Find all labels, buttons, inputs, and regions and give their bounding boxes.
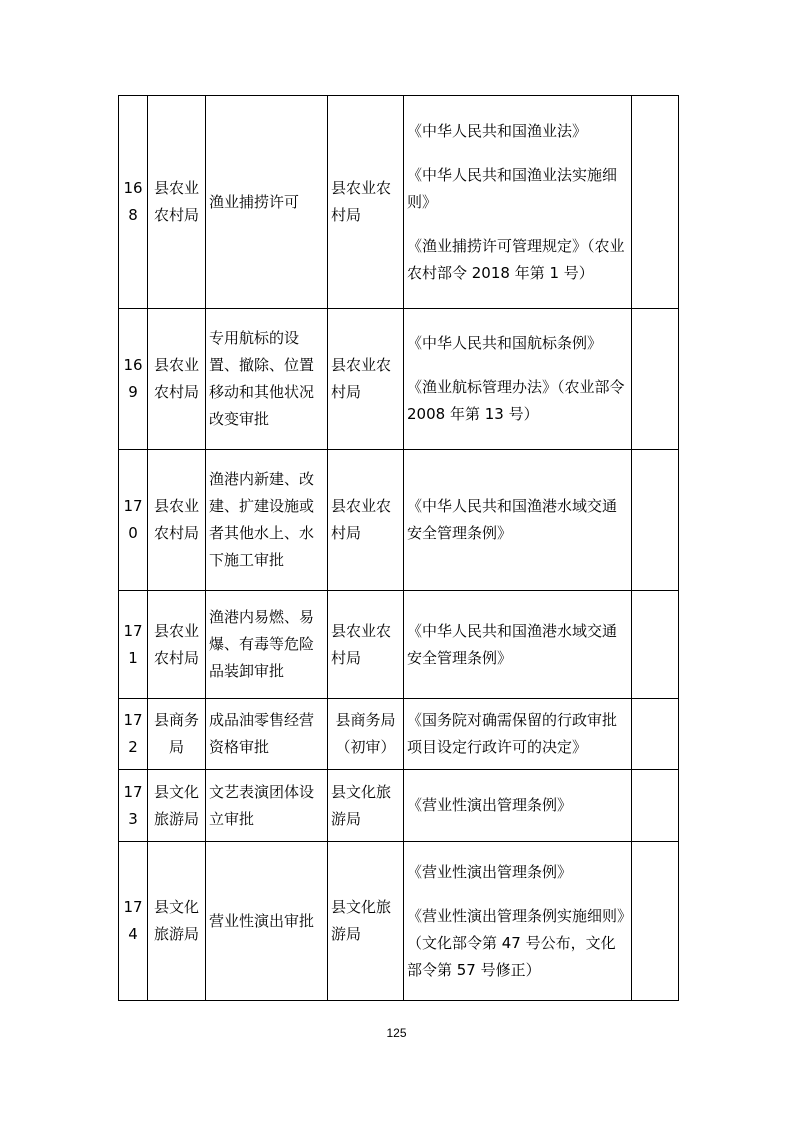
note-cell — [632, 309, 679, 450]
authority-cell: 县农业农村局 — [328, 309, 404, 450]
department-cell: 县商务局 — [148, 699, 206, 770]
note-cell — [632, 450, 679, 591]
legal-basis-entry: 《中华人民共和国渔业法实施细则》 — [407, 165, 618, 211]
table-row — [119, 842, 679, 1001]
row-number: 172 — [119, 699, 148, 770]
table-row — [119, 450, 679, 591]
legal-basis-entry: 《中华人民共和国航标条例》 — [407, 334, 603, 352]
legal-basis-cell — [404, 770, 632, 842]
item-cell: 渔业捕捞许可 — [206, 96, 328, 309]
legal-basis-cell — [404, 699, 632, 770]
legal-basis-cell — [404, 96, 632, 309]
item-cell: 成品油零售经营资格审批 — [206, 699, 328, 770]
legal-basis-cell — [404, 842, 632, 1001]
department-cell: 县农业农村局 — [148, 96, 206, 309]
legal-basis-entry: 《国务院对确需保留的行政审批项目设定行政许可的决定》 — [407, 711, 618, 756]
item-cell: 渔港内易燃、易爆、有毒等危险品装卸审批 — [206, 591, 328, 699]
department-cell: 县文化旅游局 — [148, 770, 206, 842]
row-number: 168 — [119, 96, 148, 309]
authority-cell: 县商务局（初审） — [328, 699, 404, 770]
table-row — [119, 309, 679, 450]
legal-basis-entry: 《中华人民共和国渔港水域交通安全管理条例》 — [407, 497, 618, 542]
legal-basis-entry: 《渔业航标管理办法》（农业部令 2008 年第 13 号） — [407, 378, 625, 423]
item-cell: 渔港内新建、改建、扩建设施或者其他水上、水下施工审批 — [206, 450, 328, 591]
permit-table — [118, 95, 679, 1001]
row-number: 174 — [119, 842, 148, 1001]
legal-basis-entry: 《营业性演出管理条例》 — [407, 796, 573, 814]
legal-basis-entry: 《营业性演出管理条例实施细则》（文化部令第 47 号公布，文化部令第 57 号修正） — [407, 906, 625, 979]
department-cell: 县农业农村局 — [148, 309, 206, 450]
page-number: 125 — [386, 1026, 407, 1040]
legal-basis-entry: 《营业性演出管理条例》 — [407, 862, 573, 881]
note-cell — [632, 591, 679, 699]
authority-cell: 县文化旅游局 — [328, 770, 404, 842]
legal-basis-cell — [404, 309, 632, 450]
table-row — [119, 591, 679, 699]
item-cell: 营业性演出审批 — [206, 842, 328, 1001]
legal-basis-cell — [404, 591, 632, 699]
row-number: 170 — [119, 450, 148, 591]
note-cell — [632, 96, 679, 309]
department-cell: 县文化旅游局 — [148, 842, 206, 1001]
note-cell — [632, 770, 679, 842]
table-row — [119, 770, 679, 842]
table-row — [119, 96, 679, 309]
authority-cell: 县农业农村局 — [328, 96, 404, 309]
row-number: 173 — [119, 770, 148, 842]
authority-cell: 县农业农村局 — [328, 450, 404, 591]
legal-basis-cell — [404, 450, 632, 591]
row-number: 171 — [119, 591, 148, 699]
department-cell: 县农业农村局 — [148, 450, 206, 591]
legal-basis-entry: 《中华人民共和国渔港水域交通安全管理条例》 — [407, 621, 618, 667]
authority-cell: 县农业农村局 — [328, 591, 404, 699]
legal-basis-entry: 《渔业捕捞许可管理规定》（农业农村部令 2018 年第 1 号） — [407, 236, 625, 282]
item-cell: 文艺表演团体设立审批 — [206, 770, 328, 842]
row-number: 169 — [119, 309, 148, 450]
authority-cell: 县文化旅游局 — [328, 842, 404, 1001]
note-cell — [632, 842, 679, 1001]
item-cell: 专用航标的设置、撤除、位置移动和其他状况改变审批 — [206, 309, 328, 450]
department-cell: 县农业农村局 — [148, 591, 206, 699]
note-cell — [632, 699, 679, 770]
table-row — [119, 699, 679, 770]
legal-basis-entry: 《中华人民共和国渔业法》 — [407, 121, 588, 140]
